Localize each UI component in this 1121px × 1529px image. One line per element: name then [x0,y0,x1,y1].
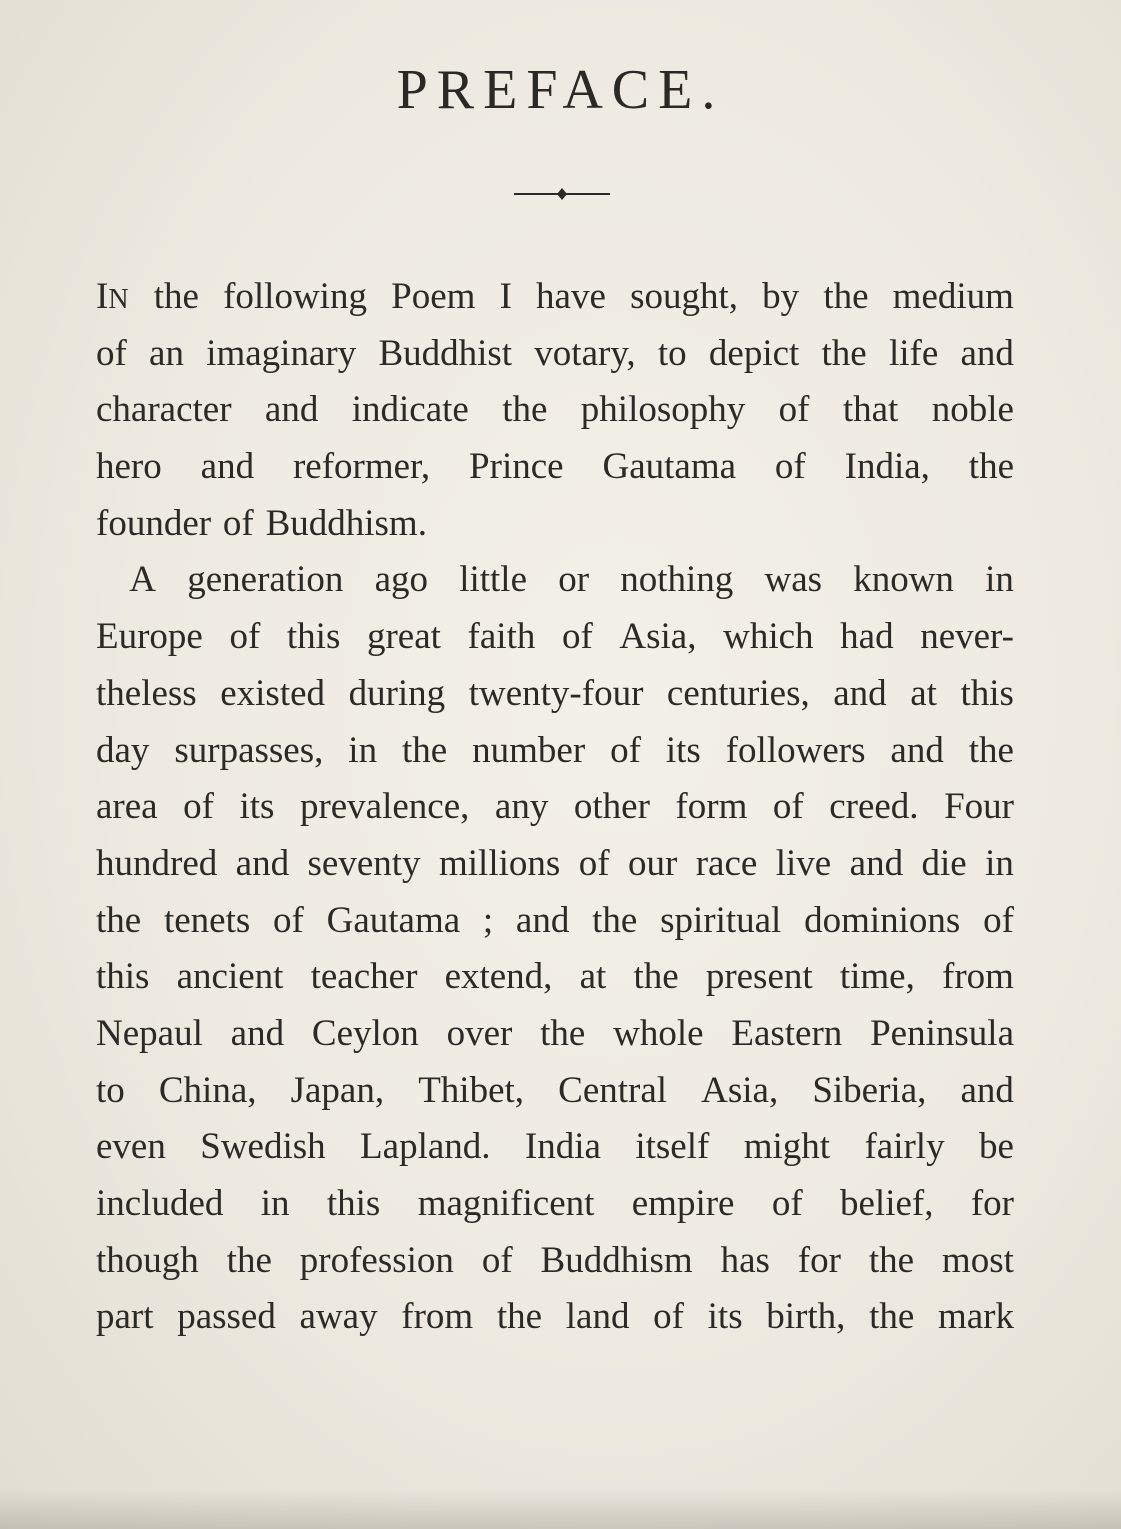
text-line: hero and reformer, Prince Gautama of India, the [96,446,1014,488]
text-line: though the profession of Buddhism has for the most [96,1239,1014,1281]
text-line: day surpasses, in the number of its followers and the [96,729,1014,771]
text-line: character and indicate the philosophy of that noble [96,389,1014,431]
text-line: included in this magnificent empire of belief, for [96,1183,1014,1224]
text-line: theless existed during twenty-four centuries, and at this [96,672,1014,714]
text-line: Europe of this great faith of Asia, which had never- [96,616,1014,658]
text-line: A generation ago little or nothing was known in [129,559,1014,601]
text-line: IN the following Poem I have sought, by the medium [96,269,1014,326]
text-line: of an imaginary Buddhist votary, to depict the life and [96,332,1014,374]
preface-text [96,269,1014,1346]
page-edge-shadow [0,1489,1121,1529]
text-line: area of its prevalence, any other form of creed. Four [96,786,1014,828]
opening-word: IN [96,276,130,317]
text-line: the tenets of Gautama ; and the spiritual dominions of [96,899,1014,941]
text-line: part passed away from the land of its birth, the mark [96,1296,1014,1338]
text-line: founder of Buddhism. [96,502,427,544]
rule-with-diamond-ornament-icon [512,186,612,202]
page-title: PREFACE. [396,59,725,121]
text-line: this ancient teacher extend, at the present time, from [96,956,1014,998]
text-line: hundred and seventy millions of our race live and die in [96,842,1014,884]
text-line: Nepaul and Ceylon over the whole Eastern Peninsula [96,1012,1014,1054]
text-line: even Swedish Lapland. India itself might fairly be [96,1126,1014,1168]
text-line: to China, Japan, Thibet, Central Asia, Siberia, and [96,1069,1014,1111]
